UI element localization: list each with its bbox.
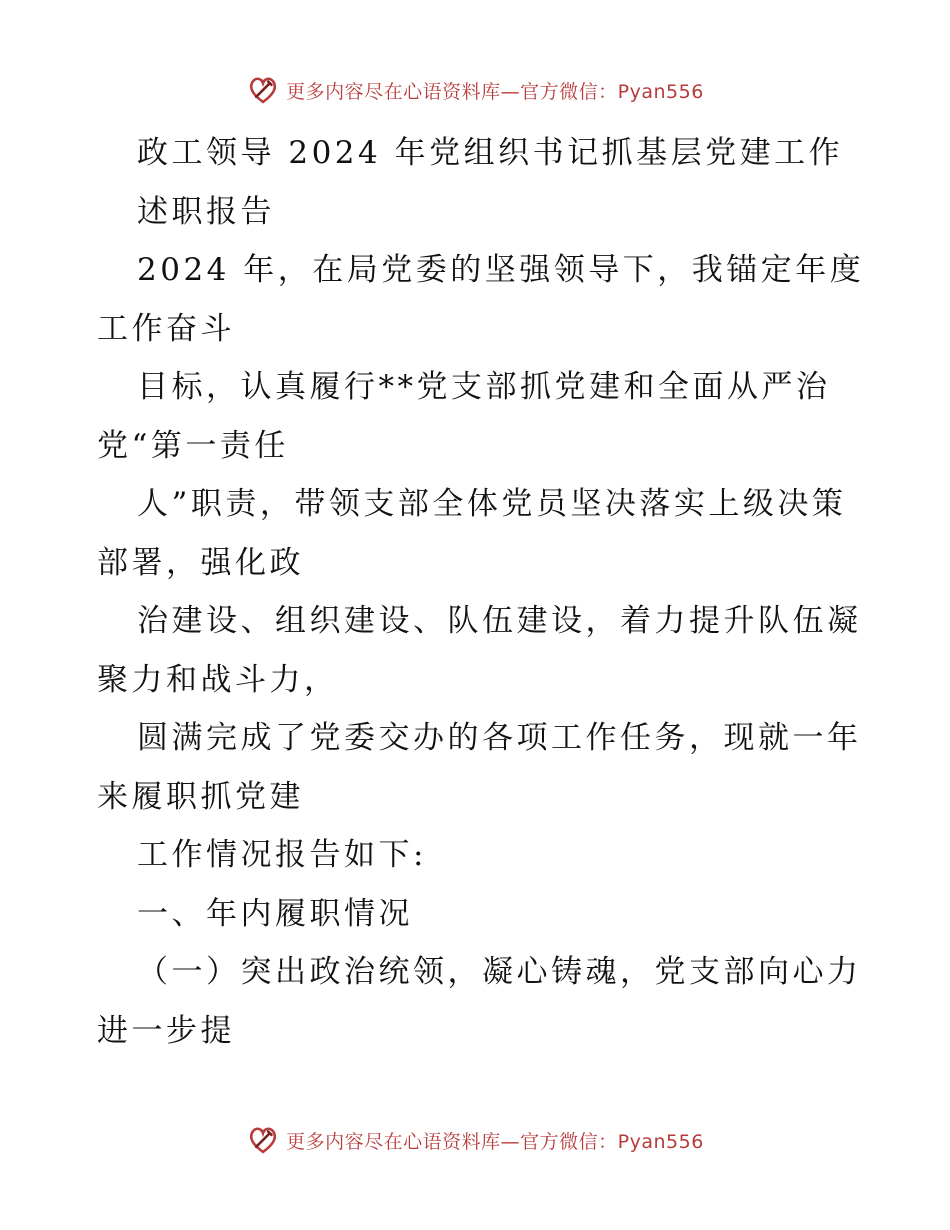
doc-line: 圆满完成了党委交办的各项工作任务，现就一年 <box>137 720 862 756</box>
doc-line: 进一步提 <box>97 1012 235 1049</box>
footer-banner-text: 更多内容尽在心语资料库—官方微信：Pyan556 <box>286 1130 704 1153</box>
doc-line: 工作奋斗 <box>97 310 235 347</box>
doc-line: 工作情况报告如下: <box>137 837 427 873</box>
doc-line: 党“第一责任 <box>97 427 289 464</box>
header-banner <box>0 70 950 110</box>
doc-line: 目标，认真履行**党支部抓党建和全面从严治 <box>137 369 831 405</box>
doc-line: 一、年内履职情况 <box>137 895 413 932</box>
doc-line: （一）突出政治统领，凝心铸魂，党支部向心力 <box>137 954 862 990</box>
footer-banner <box>0 1120 950 1160</box>
heart-pen-logo-icon <box>246 1123 280 1157</box>
doc-line: 部署，强化政 <box>97 544 304 581</box>
doc-line: 人”职责，带领支部全体党员坚决落实上级决策 <box>137 486 847 522</box>
doc-line: 来履职抓党建 <box>97 778 304 815</box>
header-banner-text: 更多内容尽在心语资料库—官方微信：Pyan556 <box>286 80 704 103</box>
doc-line: 述职报告 <box>137 193 275 230</box>
doc-line: 2024 年，在局党委的坚强领导下，我锚定年度 <box>137 252 865 288</box>
doc-line: 治建设、组织建设、队伍建设，着力提升队伍凝 <box>137 603 862 639</box>
document-body <box>97 124 865 1060</box>
heart-pen-logo-icon <box>246 73 280 107</box>
doc-line: 聚力和战斗力， <box>97 661 339 698</box>
doc-line: 政工领导 2024 年党组织书记抓基层党建工作 <box>137 135 844 171</box>
